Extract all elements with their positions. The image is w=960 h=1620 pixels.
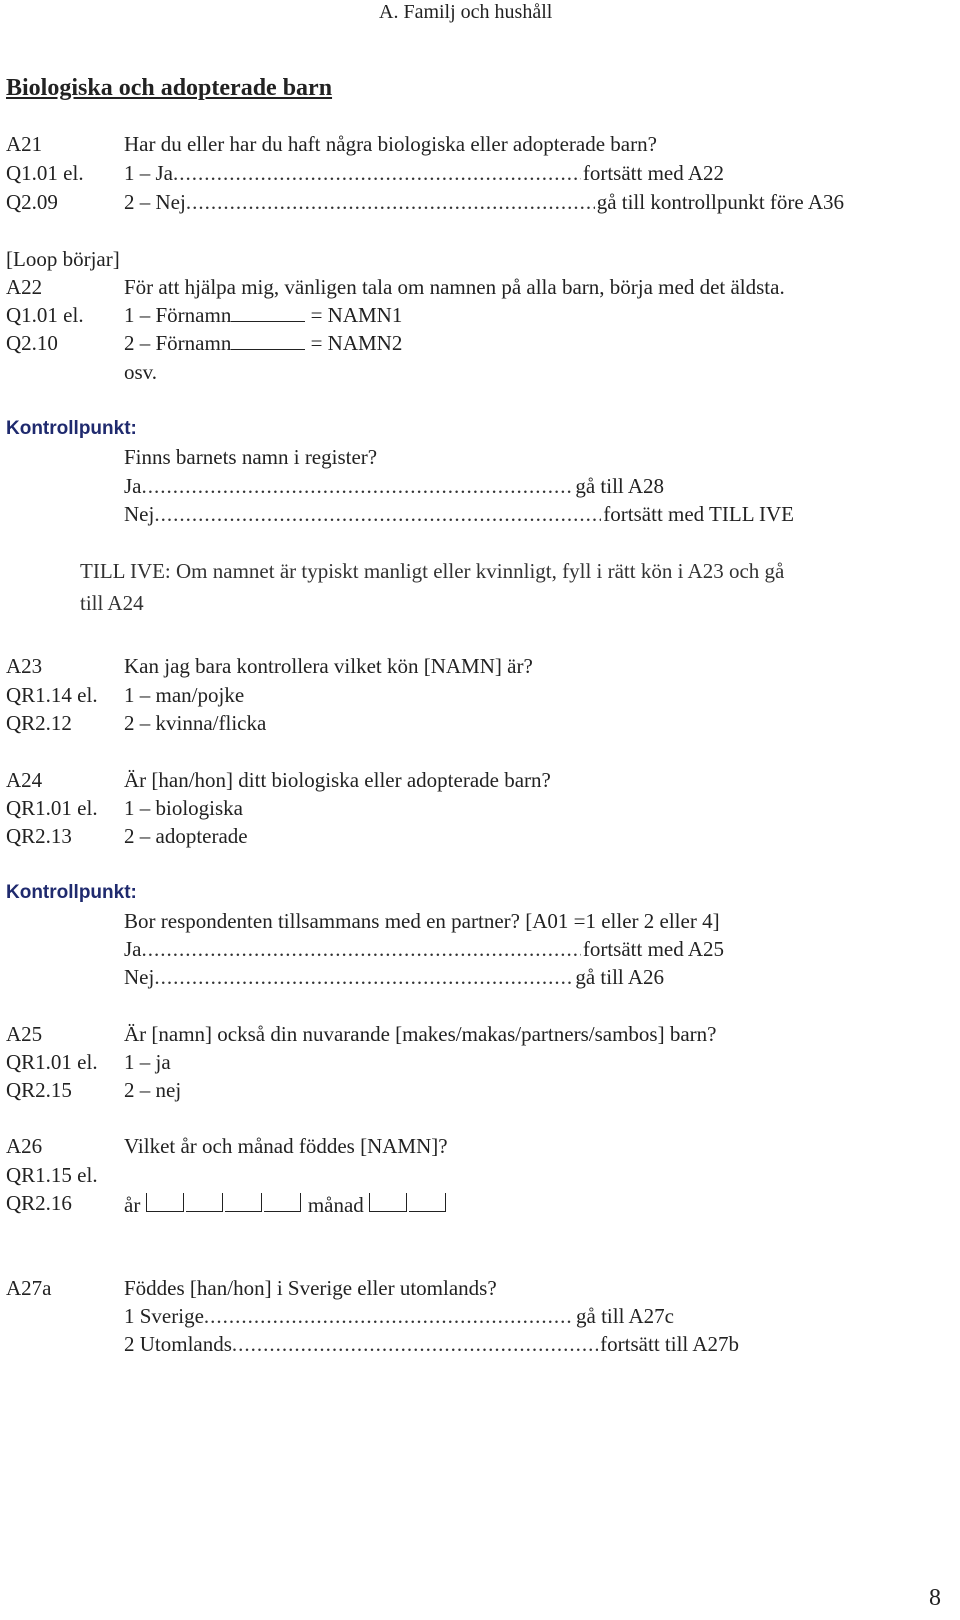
code-a25-2: QR2.15 — [6, 1078, 72, 1102]
checkpoint-question-1: Finns barnets namn i register? — [124, 445, 378, 469]
option-a24-1: 1 – biologiska — [124, 796, 243, 820]
question-id-a23: A23 — [6, 654, 43, 678]
option-a21-2: 2 – Nej ..... gå till kontrollpunkt före A36 — [124, 192, 844, 213]
year-box-3[interactable] — [225, 1193, 262, 1212]
option-a27a-2: 2 Utomlands ..... fortsätt till A27b — [124, 1334, 739, 1355]
month-box-1[interactable] — [369, 1193, 407, 1212]
code-a23-1: QR1.14 el. — [6, 683, 98, 707]
code-a22-2: Q2.10 — [6, 331, 58, 355]
code-a26-2: QR2.16 — [6, 1191, 72, 1215]
year-label: år — [124, 1193, 141, 1217]
option-a25-1: 1 – ja — [124, 1050, 171, 1074]
question-a26: Vilket år och månad föddes [NAMN]? — [124, 1134, 448, 1158]
code-a22-1: Q1.01 el. — [6, 303, 84, 327]
question-a23: Kan jag bara kontrollera vilket kön [NAMN] är? — [124, 654, 533, 678]
option-a24-2: 2 – adopterade — [124, 824, 248, 848]
option-a21-1: 1 – Ja ..... fortsätt med A22 — [124, 163, 724, 184]
code-a21-2: Q2.09 — [6, 190, 58, 214]
code-a21-1: Q1.01 el. — [6, 161, 84, 185]
etc-text: osv. — [124, 360, 158, 384]
question-id-a25: A25 — [6, 1022, 43, 1046]
checkpoint-2-yes: Ja ..... fortsätt med A25 — [124, 939, 724, 960]
code-a24-1: QR1.01 el. — [6, 796, 98, 820]
question-id-a21: A21 — [6, 132, 43, 156]
checkpoint-question-2: Bor respondenten tillsammans med en partner? [A01 =1 eller 2 eller 4] — [124, 909, 720, 933]
option-a25-2: 2 – nej — [124, 1078, 182, 1102]
option-a27a-1: 1 Sverige ..... gå till A27c — [124, 1306, 674, 1327]
question-a27a: Föddes [han/hon] i Sverige eller utomlands? — [124, 1276, 497, 1300]
page-number: 8 — [929, 1585, 941, 1611]
question-id-a22: A22 — [6, 275, 43, 299]
year-box-2[interactable] — [186, 1193, 223, 1212]
question-a22: För att hjälpa mig, vänligen tala om namnen på alla barn, börja med det äldsta. — [124, 275, 785, 299]
date-entry — [124, 1193, 448, 1216]
section-title: Biologiska och adopterade barn — [6, 75, 333, 101]
option-a23-1: 1 – man/pojke — [124, 683, 245, 707]
year-box-1[interactable] — [146, 1193, 184, 1212]
name-line-1: 1 – Förnamn = NAMN1 — [124, 303, 403, 327]
code-a26-1: QR1.15 el. — [6, 1163, 98, 1187]
question-id-a27a: A27a — [6, 1276, 52, 1300]
month-box-2[interactable] — [409, 1193, 446, 1212]
name-line-2: 2 – Förnamn = NAMN2 — [124, 331, 403, 355]
option-a23-2: 2 – kvinna/flicka — [124, 711, 267, 735]
running-header: A. Familj och hushåll — [379, 1, 553, 23]
interviewer-note-line-2: till A24 — [80, 591, 144, 615]
question-a21: Har du eller har du haft några biologiska eller adopterade barn? — [124, 132, 657, 156]
year-box-4[interactable] — [264, 1193, 301, 1212]
question-id-a24: A24 — [6, 768, 43, 792]
code-a23-2: QR2.12 — [6, 711, 72, 735]
question-a25: Är [namn] också din nuvarande [makes/makas/partners/sambos] barn? — [124, 1022, 717, 1046]
question-a24: Är [han/hon] ditt biologiska eller adopterade barn? — [124, 768, 551, 792]
question-id-a26: A26 — [6, 1134, 43, 1158]
loop-start: [Loop börjar] — [6, 247, 120, 271]
code-a24-2: QR2.13 — [6, 824, 72, 848]
checkpoint-2-no: Nej ..... gå till A26 — [124, 967, 664, 988]
checkpoint-1-no: Nej ..... fortsätt med TILL IVE — [124, 504, 794, 525]
month-label: månad — [307, 1193, 364, 1217]
checkpoint-title-1: Kontrollpunkt: — [6, 418, 137, 439]
checkpoint-1-yes: Ja ..... gå till A28 — [124, 476, 664, 497]
checkpoint-title-2: Kontrollpunkt: — [6, 882, 137, 903]
interviewer-note-line-1: TILL IVE: Om namnet är typiskt manligt eller kvinnligt, fyll i rätt kön i A23 och gå — [80, 559, 785, 583]
code-a25-1: QR1.01 el. — [6, 1050, 98, 1074]
